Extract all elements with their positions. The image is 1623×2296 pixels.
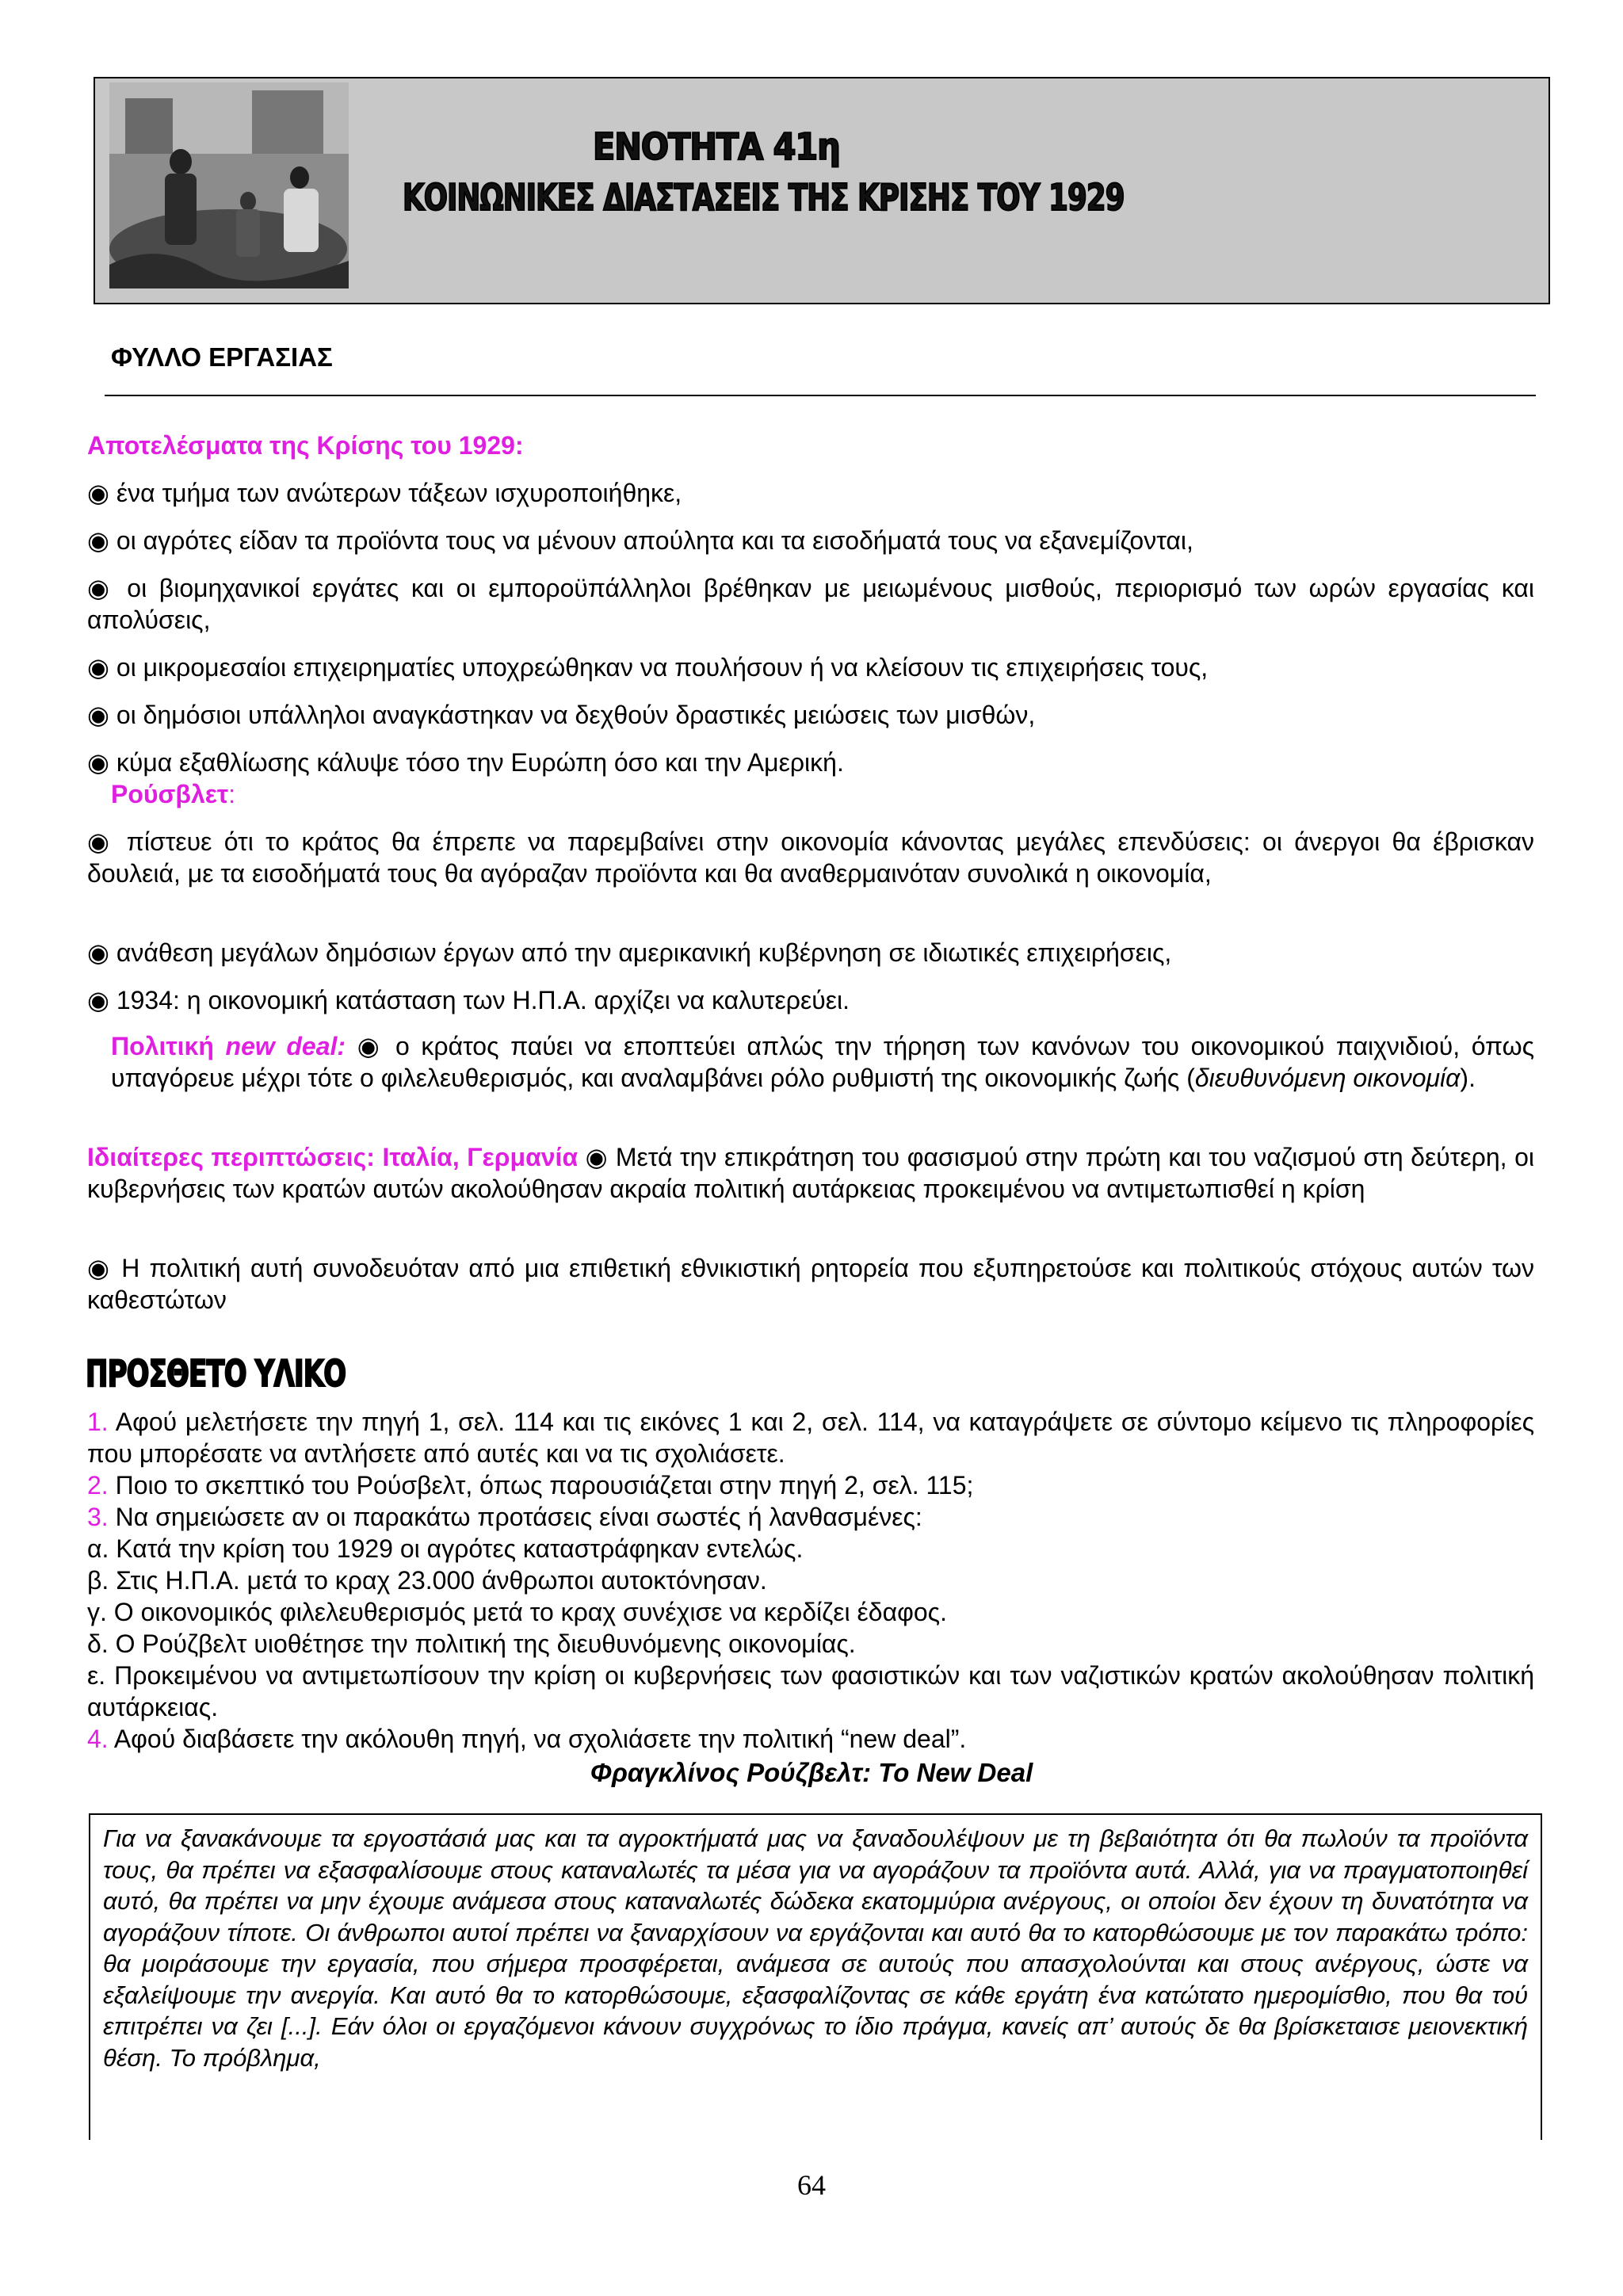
question-text: Να σημειώσετε αν οι παρακάτω προτάσεις είναι σωστές ή λανθασμένες: — [115, 1503, 922, 1531]
worksheet-label: ΦΥΛΛΟ ΕΡΓΑΣΙΑΣ — [111, 342, 333, 372]
new-deal-paragraph — [111, 1030, 1534, 1094]
new-deal-label-italic: new deal: — [225, 1032, 346, 1060]
unit-subtitle: ΚΟΙΝΩΝΙΚΕΣ ΔΙΑΣΤΑΣΕΙΣ ΤΗΣ ΚΡΙΣΗΣ ΤΟΥ 1929 — [403, 176, 1125, 219]
statement: ε. Προκειμένου να αντιμετωπίσουν την κρίση οι κυβερνήσεις των φασιστικών και των ναζιστικών κρατών ακολούθησαν πολιτική αυτάρκειας. — [87, 1661, 1534, 1721]
special-cases-paragraph — [87, 1141, 1534, 1205]
special-cases-item-text: Η πολιτική αυτή συνοδευόταν από μια επιθετική εθνικιστική ρητορεία που εξυπηρετούσε και πολιτικούς στόχους αυτών των καθεστώτων — [87, 1254, 1535, 1314]
roosevelt-item-text: πίστευε ότι το κράτος θα έπρεπε να παρεμβαίνει στην οικονομία κάνοντας μεγάλες επενδύσεις: οι άνεργοι θα έβρισκαν δουλειά, με τα εισοδήματά τους θα αγόραζαν προϊόντα και θα αναθερμαινόταν συνολικά η οικονομία, — [87, 827, 1535, 888]
question-2 — [87, 1469, 1534, 1501]
source-box — [89, 1813, 1542, 2140]
result-item-text: οι βιομηχανικοί εργάτες και οι εμποροϋπάλληλοι βρέθηκαν με μειωμένους μισθούς, περιορισμό των ωρών εργασίας και απολύσεις, — [87, 574, 1535, 634]
bullet-icon: ◉ — [87, 478, 109, 508]
roosevelt-heading-colon: : — [228, 780, 236, 808]
question-text: Αφού μελετήσετε την πηγή 1, σελ. 114 και τις εικόνες 1 και 2, σελ. 114, να καταγράψετε σε σύντομο κείμενο τις πληροφορίες που μπορέσατε να αντλήσετε από αυτές και να τις σχολιάσετε. — [87, 1408, 1535, 1468]
new-deal-end: ). — [1460, 1064, 1476, 1092]
question-text: Αφού διαβάσετε την ακόλουθη πηγή, να σχολιάσετε την πολιτική “new deal”. — [113, 1725, 967, 1753]
result-item — [87, 477, 1534, 509]
roosevelt-item — [87, 984, 1534, 1016]
header-photo — [109, 82, 349, 288]
roosevelt-item — [87, 937, 1534, 968]
question-number: 4. — [87, 1725, 109, 1753]
divider — [105, 395, 1536, 396]
bullet-icon: ◉ — [87, 985, 109, 1015]
question-4 — [87, 1723, 1534, 1755]
result-item — [87, 699, 1534, 731]
question-text: Ποιο το σκεπτικό του Ρούσβελτ, όπως παρουσιάζεται στην πηγή 2, σελ. 115; — [115, 1471, 974, 1499]
result-item-text: οι δημόσιοι υπάλληλοι αναγκάστηκαν να δεχθούν δραστικές μειώσεις των μισθών, — [116, 701, 1036, 729]
bullet-icon: ◉ — [87, 573, 115, 603]
bullet-icon: ◉ — [87, 1253, 113, 1283]
bullet-icon: ◉ — [87, 700, 109, 730]
bullet-icon: ◉ — [585, 1142, 609, 1172]
result-item-text: οι μικρομεσαίοι επιχειρηματίες υποχρεώθηκαν να πουλήσουν ή να κλείσουν τις επιχειρήσεις τους, — [116, 653, 1209, 682]
result-item-text: οι αγρότες είδαν τα προϊόντα τους να μένουν απούλητα και τα εισοδήματά τους να εξανεμίζονται, — [116, 526, 1193, 555]
unit-title: ΕΝΟΤΗΤΑ 41η — [593, 125, 840, 168]
new-deal-italic: διευθυνόμενη οικονομία — [1194, 1064, 1461, 1092]
result-item-text: κύμα εξαθλίωσης κάλυψε τόσο την Ευρώπη όσο και την Αμερική. — [116, 748, 844, 777]
question-number: 1. — [87, 1408, 109, 1436]
question-1 — [87, 1406, 1534, 1469]
roosevelt-heading — [111, 778, 235, 810]
question-number: 2. — [87, 1471, 109, 1499]
result-item — [87, 651, 1534, 683]
statement: δ. Ο Ρούζβελτ υιοθέτησε την πολιτική της διευθυνόμενης οικονομίας. — [87, 1629, 856, 1658]
result-item-text: ένα τμήμα των ανώτερων τάξεων ισχυροποιήθηκε, — [116, 479, 682, 507]
bullet-icon: ◉ — [87, 525, 109, 556]
roosevelt-item — [87, 826, 1534, 889]
source-title: Φραγκλίνος Ρούζβελτ: Το New Deal — [590, 1758, 1033, 1787]
bullet-icon: ◉ — [87, 652, 109, 682]
bullet-icon: ◉ — [87, 827, 115, 857]
statement: β. Στις Η.Π.Α. μετά το κραχ 23.000 άνθρωποι αυτοκτόνησαν. — [87, 1566, 767, 1595]
bullet-icon: ◉ — [87, 747, 109, 777]
result-item — [87, 747, 1534, 778]
statement: α. Κατά την κρίση του 1929 οι αγρότες καταστράφηκαν εντελώς. — [87, 1534, 804, 1563]
special-cases-text: Μετά την επικράτηση του φασισμού στην πρώτη και του ναζισμού στη δεύτερη, οι κυβερνήσεις των κρατών αυτών ακολούθησαν ακραία πολιτική αυτάρκειας προκειμένου να αντιμετωπισθεί η κρίση — [87, 1143, 1535, 1203]
new-deal-label: Πολιτική — [111, 1032, 214, 1060]
source-text: Για να ξανακάνουμε τα εργοστάσιά μας και τα αγροκτήματά μας να ξαναδουλέψουν με τη βεβαιότητα ότι θα πωλούν τα προϊόντα τους, θα πρέπει να εξασφαλίσουμε στους καταναλωτές τα μέσα για να αγοράζουν τα προϊόντα αυτά. Αλλά, για να πραγματοποιηθεί αυτό, θα πρέπει να μην έχουμε ανάμεσα στους καταναλωτές δώδεκα εκατομμύρια ανέργους, οι οποίοι δεν έχουν τη δυνατότητα να αγοράζουν τίποτε. Οι άνθρωποι αυτοί πρέπει να ξαναρχίσουν να εργάζονται και αυτό θα το κατορθώσουμε με τον παρακάτω τρόπο: θα μοιράσουμε την εργασία, που σήμερα προσφέρεται, ανάμεσα σε αυτούς που απασχολούνται και στους ανέργους, ώστε να εξαλείψουμε την ανεργία. Και αυτό θα το κατορθώσουμε, εξασφαλίζοντας σε κάθε εργάτη ένα κατώτατο ημερομίσθιο, που θα τού επιτρέπει να ζει [...]. Εάν όλοι οι εργαζόμενοι κάνουν συγχρόνως το ίδιο πράγμα, κανείς απ’ αυτούς δε θα βρίσκεταισε μειονεκτική θέση. Το πρόβλημα, — [103, 1824, 1528, 2072]
roosevelt-heading-text: Ρούσβλετ — [111, 780, 229, 808]
bullet-icon: ◉ — [357, 1031, 384, 1061]
question-3 — [87, 1501, 1534, 1533]
special-cases-heading: Ιδιαίτερες περιπτώσεις: Ιταλία, Γερμανία — [87, 1143, 579, 1171]
bullet-icon: ◉ — [87, 938, 109, 968]
roosevelt-item-text: 1934: η οικονομική κατάσταση των Η.Π.Α. αρχίζει να καλυτερεύει. — [116, 986, 850, 1014]
statement: γ. Ο οικονομικός φιλελευθερισμός μετά το κραχ συνέχισε να κερδίζει έδαφος. — [87, 1598, 947, 1626]
roosevelt-item-text: ανάθεση μεγάλων δημόσιων έργων από την αμερικανική κυβέρνηση σε ιδιωτικές επιχειρήσεις, — [116, 938, 1172, 967]
new-deal-text: ο κράτος παύει να εποπτεύει απλώς την τήρηση των κανόνων του οικονομικού παιχνιδιού, όπως υπαγόρευε μέχρι τότε ο φιλελευθερισμός, και αναλαμβάνει ρόλο ρυθμιστή της οικονομικής ζωής ( — [111, 1032, 1535, 1092]
result-item — [87, 525, 1534, 556]
results-heading: Αποτελέσματα της Κρίσης του 1929: — [87, 431, 524, 460]
result-item — [87, 572, 1534, 636]
page-number: 64 — [797, 2169, 826, 2201]
question-number: 3. — [87, 1503, 109, 1531]
special-cases-item — [87, 1252, 1534, 1316]
extra-heading: ΠΡΟΣΘΕΤΟ ΥΛΙΚΟ — [86, 1352, 346, 1395]
